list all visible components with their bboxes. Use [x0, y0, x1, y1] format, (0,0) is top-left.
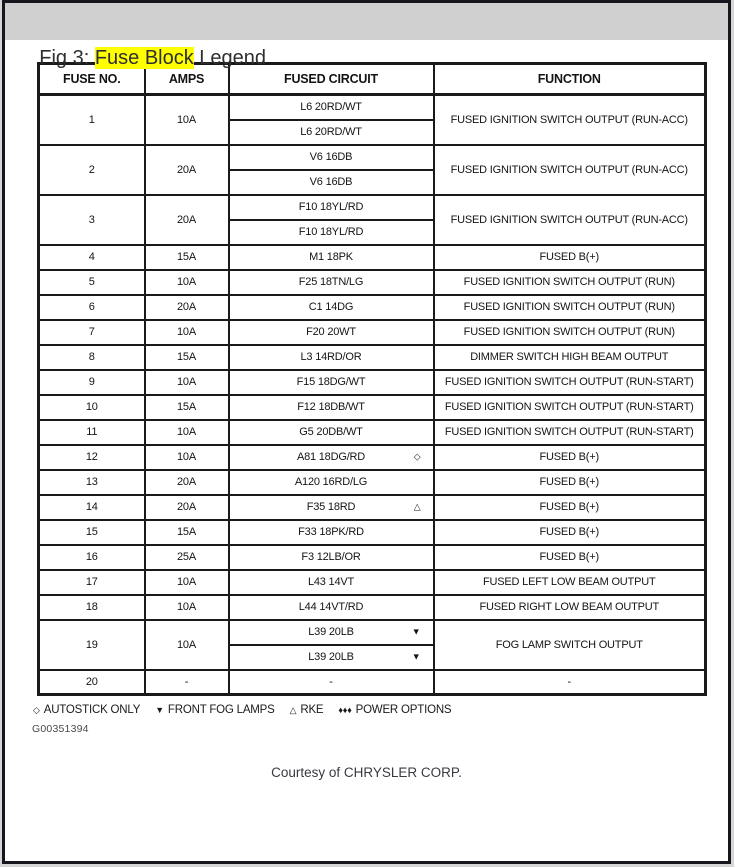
circuit-label: F20 20WT: [306, 326, 356, 338]
circuit-cell: [229, 220, 434, 245]
circuit-cell: [229, 445, 434, 470]
power-options-icon: ♦♦♦: [338, 705, 352, 715]
amps-cell: 20A: [145, 145, 229, 195]
table-row: [39, 370, 706, 395]
table-row: [39, 545, 706, 570]
circuit-label: L43 14VT: [307, 576, 355, 588]
circuit-cell: [229, 120, 434, 145]
function-cell: FUSED RIGHT LOW BEAM OUTPUT: [434, 595, 706, 620]
function-cell: FUSED IGNITION SWITCH OUTPUT (RUN-ACC): [434, 145, 706, 195]
amps-cell: 20A: [145, 195, 229, 245]
table-row: [39, 620, 706, 645]
table-row: [39, 195, 706, 220]
function-cell: DIMMER SWITCH HIGH BEAM OUTPUT: [434, 345, 706, 370]
column-header: AMPS: [145, 64, 229, 95]
amps-cell: 10A: [145, 370, 229, 395]
circuit-label: V6 16DB: [309, 151, 353, 163]
circuit-cell: [229, 645, 434, 670]
circuit-cell: [229, 545, 434, 570]
circuit-cell: [229, 570, 434, 595]
front-fog-lamps-icon: ▼: [411, 626, 421, 637]
circuit-label: F10 18YL/RD: [298, 201, 364, 213]
function-cell: FOG LAMP SWITCH OUTPUT: [434, 620, 706, 670]
fuse-no-cell: 6: [39, 295, 145, 320]
amps-cell: 10A: [145, 595, 229, 620]
fuse-no-cell: 19: [39, 620, 145, 670]
circuit-label: A81 18DG/RD: [296, 451, 366, 463]
front-fog-lamps-icon: ▼: [411, 651, 421, 662]
table-row: [39, 320, 706, 345]
fuse-no-cell: 9: [39, 370, 145, 395]
amps-cell: 10A: [145, 320, 229, 345]
circuit-cell: [229, 495, 434, 520]
circuit-cell: [229, 95, 434, 120]
function-cell: FUSED B(+): [434, 470, 706, 495]
function-cell: FUSED IGNITION SWITCH OUTPUT (RUN-START): [434, 420, 706, 445]
front-fog-lamps-icon: ▼: [155, 705, 164, 715]
fuse-no-cell: 16: [39, 545, 145, 570]
amps-cell: 15A: [145, 395, 229, 420]
circuit-label: M1 18PK: [309, 251, 353, 263]
circuit-label: -: [329, 675, 333, 688]
legend-label: AUTOSTICK ONLY: [43, 704, 141, 716]
amps-cell: 20A: [145, 495, 229, 520]
amps-cell: 25A: [145, 545, 229, 570]
legend-label: FRONT FOG LAMPS: [167, 704, 275, 716]
circuit-cell: [229, 195, 434, 220]
fuse-no-cell: 17: [39, 570, 145, 595]
table-row: [39, 520, 706, 545]
circuit-label: L6 20RD/WT: [300, 101, 362, 114]
amps-cell: 10A: [145, 445, 229, 470]
fuse-table: [37, 62, 707, 696]
circuit-label: L44 14VT/RD: [298, 601, 364, 613]
circuit-cell: [229, 320, 434, 345]
amps-cell: 10A: [145, 420, 229, 445]
function-cell: FUSED B(+): [434, 545, 706, 570]
circuit-cell: [229, 470, 434, 495]
amps-cell: 20A: [145, 470, 229, 495]
table-row: [39, 495, 706, 520]
fuse-no-cell: 18: [39, 595, 145, 620]
fuse-no-cell: 14: [39, 495, 145, 520]
function-cell: FUSED IGNITION SWITCH OUTPUT (RUN-ACC): [434, 95, 706, 145]
courtesy-note: Courtesy of CHRYSLER CORP.: [271, 765, 462, 780]
amps-cell: 15A: [145, 520, 229, 545]
circuit-label: F3 12LB/OR: [301, 551, 361, 563]
circuit-cell: [229, 395, 434, 420]
circuit-cell: [229, 270, 434, 295]
fuse-no-cell: 3: [39, 195, 145, 245]
table-wrap: [37, 62, 728, 696]
circuit-cell: [229, 245, 434, 270]
circuit-label: G5 20DB/WT: [299, 426, 363, 438]
amps-cell: 10A: [145, 620, 229, 670]
legend-label: POWER OPTIONS: [355, 704, 452, 716]
legend-item: [338, 704, 451, 716]
amps-cell: 15A: [145, 245, 229, 270]
function-cell: FUSED IGNITION SWITCH OUTPUT (RUN): [434, 320, 706, 345]
function-cell: FUSED B(+): [434, 245, 706, 270]
fuse-no-cell: 12: [39, 445, 145, 470]
circuit-cell: [229, 670, 434, 695]
function-cell: -: [434, 670, 706, 695]
circuit-cell: [229, 620, 434, 645]
table-row: [39, 470, 706, 495]
function-cell: FUSED IGNITION SWITCH OUTPUT (RUN-START): [434, 395, 706, 420]
circuit-label: F12 18DB/WT: [297, 401, 365, 413]
function-cell: FUSED B(+): [434, 495, 706, 520]
function-cell: FUSED IGNITION SWITCH OUTPUT (RUN-START): [434, 370, 706, 395]
table-row: [39, 295, 706, 320]
fuse-no-cell: 4: [39, 245, 145, 270]
function-cell: FUSED B(+): [434, 520, 706, 545]
circuit-label: L39 20LB: [308, 651, 354, 663]
fuse-no-cell: 15: [39, 520, 145, 545]
amps-cell: 20A: [145, 295, 229, 320]
circuit-cell: [229, 370, 434, 395]
circuit-label: C1 14DG: [308, 301, 354, 313]
circuit-label: L3 14RD/OR: [300, 351, 362, 363]
legend-item: [290, 704, 324, 716]
circuit-label: L39 20LB: [308, 626, 354, 638]
title-highlight: Fuse Block: [94, 47, 194, 69]
autostick-diamond-icon: ◇: [413, 451, 421, 462]
table-row: [39, 445, 706, 470]
amps-cell: 15A: [145, 345, 229, 370]
circuit-cell: [229, 520, 434, 545]
circuit-cell: [229, 345, 434, 370]
amps-cell: -: [145, 670, 229, 695]
rke-triangle-icon: △: [413, 501, 421, 512]
rke-triangle-icon: △: [289, 705, 297, 715]
fuse-no-cell: 8: [39, 345, 145, 370]
autostick-diamond-icon: ◇: [33, 705, 40, 715]
table-row: [39, 420, 706, 445]
column-header: FUNCTION: [434, 64, 706, 95]
table-row: [39, 395, 706, 420]
legend-row: [33, 704, 728, 716]
function-cell: FUSED IGNITION SWITCH OUTPUT (RUN): [434, 270, 706, 295]
column-header: FUSE NO.: [39, 64, 145, 95]
table-row: [39, 595, 706, 620]
table-row: [39, 270, 706, 295]
circuit-label: F15 18DG/WT: [296, 376, 366, 388]
legend-label: RKE: [300, 704, 324, 716]
circuit-cell: [229, 145, 434, 170]
figure-id: G00351394: [32, 723, 89, 735]
circuit-label: F10 18YL/RD: [298, 226, 364, 238]
amps-cell: 10A: [145, 270, 229, 295]
title-bar: [5, 3, 728, 69]
fuse-no-cell: 1: [39, 95, 145, 145]
table-row: [39, 245, 706, 270]
function-cell: FUSED IGNITION SWITCH OUTPUT (RUN-ACC): [434, 195, 706, 245]
circuit-cell: [229, 420, 434, 445]
function-cell: FUSED IGNITION SWITCH OUTPUT (RUN): [434, 295, 706, 320]
fuse-no-cell: 11: [39, 420, 145, 445]
table-row: [39, 570, 706, 595]
circuit-label: F33 18PK/RD: [298, 526, 364, 538]
fuse-no-cell: 13: [39, 470, 145, 495]
table-row: [39, 95, 706, 120]
circuit-label: V6 16DB: [309, 176, 353, 188]
circuit-cell: [229, 595, 434, 620]
amps-cell: 10A: [145, 570, 229, 595]
circuit-cell: [229, 295, 434, 320]
fuse-no-cell: 7: [39, 320, 145, 345]
function-cell: FUSED B(+): [434, 445, 706, 470]
figure-title-suffix: Legend: [193, 47, 267, 69]
table-row: [39, 670, 706, 695]
fuse-no-cell: 5: [39, 270, 145, 295]
circuit-cell: [229, 170, 434, 195]
fuse-no-cell: 2: [39, 145, 145, 195]
circuit-label: L6 20RD/WT: [300, 126, 362, 138]
fuse-no-cell: 20: [39, 670, 145, 695]
legend-item: [155, 704, 274, 716]
figure-title-prefix: Fig 3:: [39, 47, 95, 69]
column-header: FUSED CIRCUIT: [229, 64, 434, 95]
circuit-label: A120 16RD/LG: [294, 476, 368, 488]
legend-item: [33, 704, 140, 716]
amps-cell: 10A: [145, 95, 229, 145]
page-frame: [2, 0, 731, 864]
function-cell: FUSED LEFT LOW BEAM OUTPUT: [434, 570, 706, 595]
circuit-label: F35 18RD: [306, 501, 356, 513]
table-row: [39, 145, 706, 170]
table-row: [39, 345, 706, 370]
circuit-label: F25 18TN/LG: [298, 276, 364, 288]
fuse-no-cell: 10: [39, 395, 145, 420]
